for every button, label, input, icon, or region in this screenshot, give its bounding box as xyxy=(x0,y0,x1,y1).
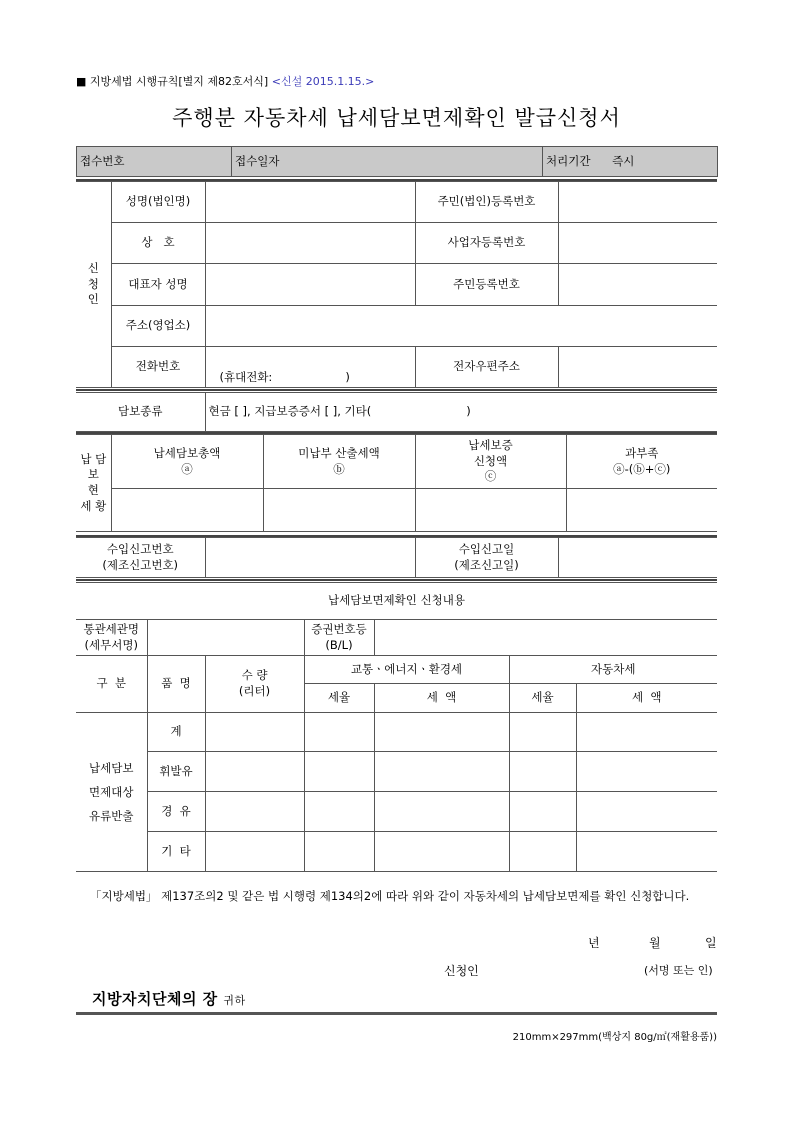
row-diesel-traffic-rate[interactable] xyxy=(304,792,374,832)
processing-period-value: 즉시 xyxy=(612,153,635,168)
business-number-label: 사업자등록번호 xyxy=(415,223,558,264)
row-gasoline-traffic-amount[interactable] xyxy=(374,752,509,792)
row-gasoline-traffic-rate[interactable] xyxy=(304,752,374,792)
row-total-auto-amount[interactable] xyxy=(576,713,717,752)
date-year-label: 년 xyxy=(588,936,600,950)
representative-label: 대표자 성명 xyxy=(111,264,205,306)
regulation-reference: ■ 지방세법 시행규칙[별지 제82호서식] xyxy=(76,75,269,88)
row-other-traffic-amount[interactable] xyxy=(374,832,509,872)
divider xyxy=(76,389,717,391)
unpaid-tax-label: 미납부 산출세액 ⓑ xyxy=(263,435,415,489)
business-number-field[interactable] xyxy=(558,223,717,264)
name-field[interactable] xyxy=(205,182,415,223)
request-section-title: 납세담보면제확인 신청내용 xyxy=(76,583,717,620)
applicant-signature-label: 신청인 xyxy=(444,964,479,978)
row-other-auto-rate[interactable] xyxy=(509,832,576,872)
securities-number-field[interactable] xyxy=(374,620,717,656)
import-report-number-field[interactable] xyxy=(205,538,415,578)
receipt-number-label: 접수번호 xyxy=(77,147,232,177)
traffic-tax-label: 교통ㆍ에너지ㆍ환경세 xyxy=(304,656,509,684)
row-total-quantity[interactable] xyxy=(205,713,304,752)
revision-note: <신설 2015.1.15.> xyxy=(271,75,375,88)
shortage-field[interactable] xyxy=(566,489,717,532)
guarantee-amount-label: 납세보증 신청액 ⓒ xyxy=(415,435,566,489)
row-gasoline-auto-rate[interactable] xyxy=(509,752,576,792)
row-other-traffic-rate[interactable] xyxy=(304,832,374,872)
recipient-suffix: 귀하 xyxy=(223,994,246,1007)
email-label: 전자우편주소 xyxy=(415,347,558,388)
row-diesel-auto-amount[interactable] xyxy=(576,792,717,832)
recipient-name: 지방자치단체의 장 xyxy=(92,990,218,1008)
applicant-section-label: 신 청 인 xyxy=(76,182,111,388)
trade-name-label: 상 호 xyxy=(111,223,205,264)
securities-number-label: 증권번호등 (B/L) xyxy=(304,620,374,656)
name-label: 성명(법인명) xyxy=(111,182,205,223)
category-label: 구 분 xyxy=(76,656,147,713)
resident-number-field[interactable] xyxy=(558,182,717,223)
total-collateral-field[interactable] xyxy=(111,489,263,532)
customs-office-label: 통관세관명 (세무서명) xyxy=(76,620,147,656)
row-diesel-traffic-amount[interactable] xyxy=(374,792,509,832)
bottom-divider xyxy=(76,1012,717,1015)
exempt-oil-label: 납세담보 면제대상 유류반출 xyxy=(76,713,147,872)
date-day-label: 일 xyxy=(705,936,717,950)
row-total-auto-rate[interactable] xyxy=(509,713,576,752)
guarantee-amount-field[interactable] xyxy=(415,489,566,532)
row-gasoline-auto-amount[interactable] xyxy=(576,752,717,792)
address-label: 주소(영업소) xyxy=(111,306,205,347)
recipient xyxy=(92,988,246,1009)
row-diesel-auto-rate[interactable] xyxy=(509,792,576,832)
receipt-table xyxy=(76,146,718,177)
auto-tax-rate-label: 세율 xyxy=(509,684,576,713)
signature-label[interactable]: (서명 또는 인) xyxy=(644,964,713,977)
import-report-date-field[interactable] xyxy=(558,538,717,578)
collateral-status-table xyxy=(76,434,717,532)
import-report-number-label: 수입신고번호 (제조신고번호) xyxy=(76,538,205,578)
import-table xyxy=(76,537,717,578)
import-report-date-label: 수입신고일 (제조신고일) xyxy=(415,538,558,578)
applicant-table xyxy=(76,181,717,388)
processing-period xyxy=(543,147,718,177)
row-diesel-quantity[interactable] xyxy=(205,792,304,832)
total-collateral-label: 납세담보총액 ⓐ xyxy=(111,435,263,489)
traffic-tax-amount-label: 세 액 xyxy=(374,684,509,713)
collateral-type-label: 담보종류 xyxy=(76,393,205,432)
form-header xyxy=(76,73,374,89)
phone-field[interactable] xyxy=(205,347,415,388)
processing-period-label: 처리기간 xyxy=(546,153,591,168)
rep-resident-number-label: 주민등록번호 xyxy=(415,264,558,306)
row-total-traffic-amount[interactable] xyxy=(374,713,509,752)
email-field[interactable] xyxy=(558,347,717,388)
date-month-label: 월 xyxy=(649,936,661,950)
collateral-type-options[interactable]: 현금 [ ], 지급보증증서 [ ], 기타( ) xyxy=(205,393,717,432)
form-title: 주행분 자동차세 납세담보면제확인 발급신청서 xyxy=(172,106,621,130)
declaration-text: 「지방세법」 제137조의2 및 같은 법 시행령 제134의2에 따라 위와 같이 자동차세의 납세담보면제를 확인 신청합니다. xyxy=(90,889,690,903)
row-other-auto-amount[interactable] xyxy=(576,832,717,872)
trade-name-field[interactable] xyxy=(205,223,415,264)
resident-number-label: 주민(법인)등록번호 xyxy=(415,182,558,223)
traffic-tax-rate-label: 세율 xyxy=(304,684,374,713)
phone-label: 전화번호 xyxy=(111,347,205,388)
paper-spec: 210mm×297mm(백상지 80g/㎡(재활용품)) xyxy=(512,1032,717,1043)
row-gasoline-label: 휘발유 xyxy=(147,752,205,792)
auto-tax-label: 자동차세 xyxy=(509,656,717,684)
address-field[interactable] xyxy=(205,306,717,347)
row-other-quantity[interactable] xyxy=(205,832,304,872)
unpaid-tax-field[interactable] xyxy=(263,489,415,532)
rep-resident-number-field[interactable] xyxy=(558,264,717,306)
item-name-label: 품 명 xyxy=(147,656,205,713)
collateral-table xyxy=(76,392,717,432)
representative-field[interactable] xyxy=(205,264,415,306)
status-section-label: 납 담 보 현 세 황 xyxy=(76,435,111,532)
quantity-label: 수 량 (리터) xyxy=(205,656,304,713)
auto-tax-amount-label: 세 액 xyxy=(576,684,717,713)
mobile-label: (휴대전화: ) xyxy=(219,370,350,385)
row-total-label: 계 xyxy=(147,713,205,752)
customs-office-field[interactable] xyxy=(147,620,304,656)
divider xyxy=(76,579,717,581)
receipt-date-label: 접수일자 xyxy=(232,147,543,177)
row-diesel-label: 경 유 xyxy=(147,792,205,832)
shortage-label: 과부족 ⓐ-(ⓑ+ⓒ) xyxy=(566,435,717,489)
row-gasoline-quantity[interactable] xyxy=(205,752,304,792)
row-total-traffic-rate[interactable] xyxy=(304,713,374,752)
request-table xyxy=(76,582,717,872)
row-other-label: 기 타 xyxy=(147,832,205,872)
